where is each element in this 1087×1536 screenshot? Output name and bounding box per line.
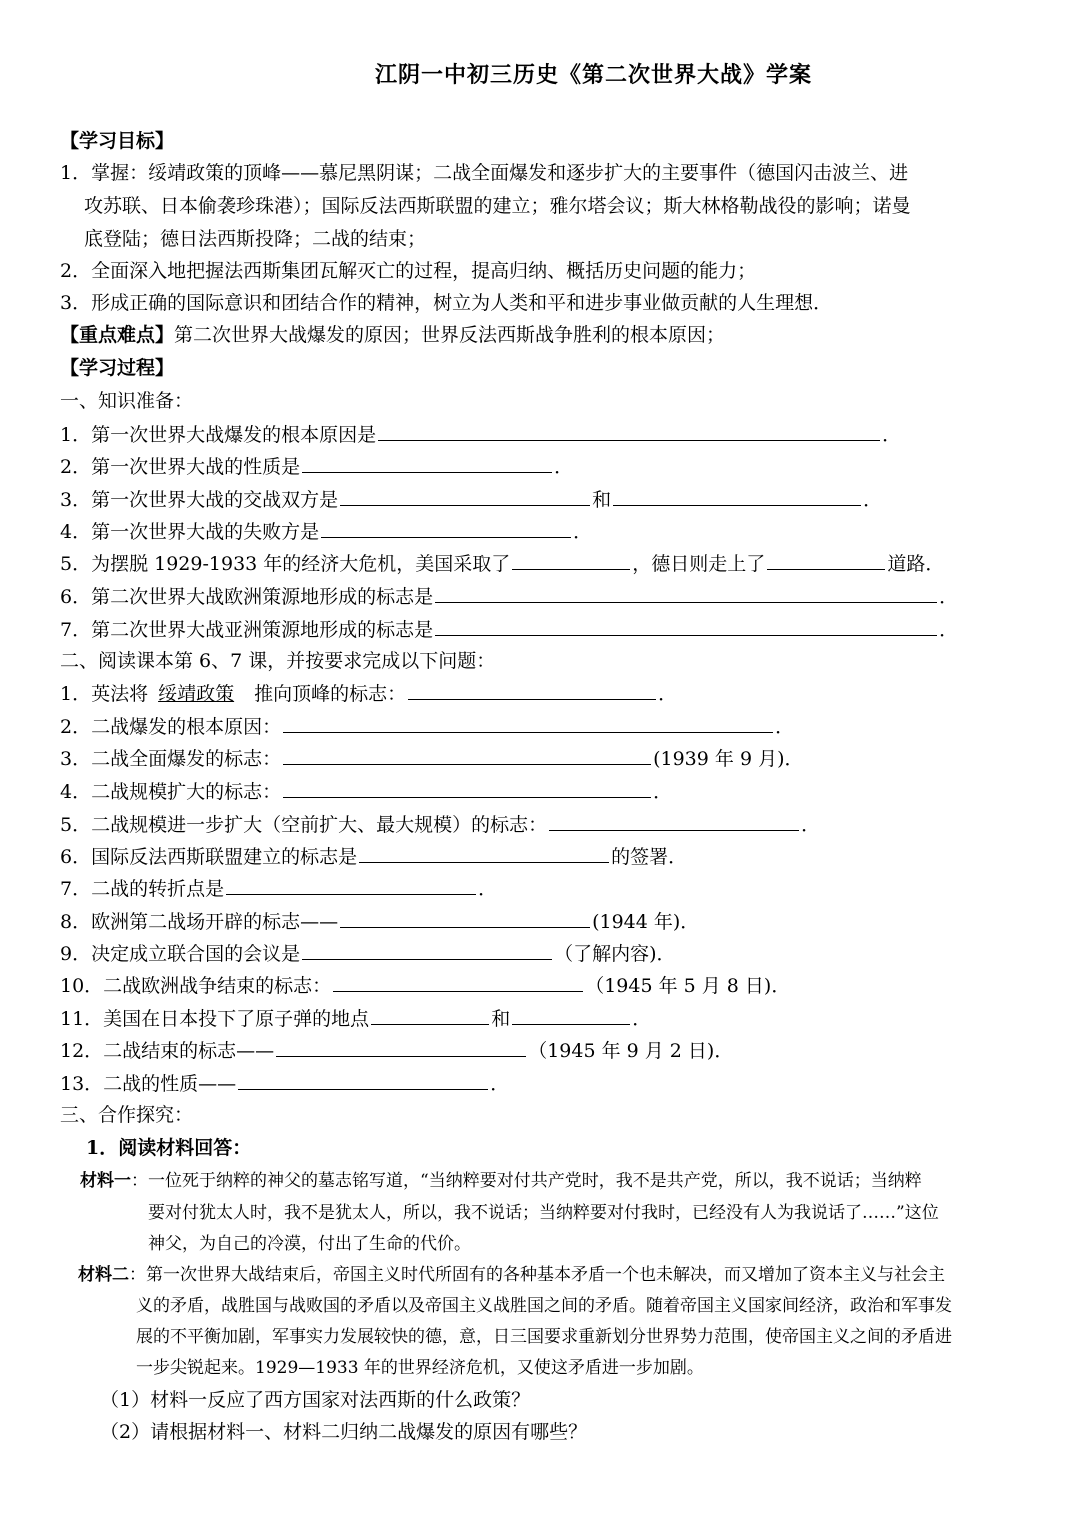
s2-q11-text: 11．美国在日本投下了原子弹的地点	[60, 1008, 370, 1030]
period: ．	[478, 878, 498, 900]
period: ．	[658, 683, 678, 705]
s1-question-4	[60, 516, 592, 546]
period: ．	[939, 619, 959, 641]
answer-blank[interactable]	[302, 938, 552, 960]
answer-blank[interactable]	[435, 614, 937, 636]
material-2-line-d: 一步尖锐起来。1929—1933 年的世界经济危机，又使这矛盾进一步加剧。	[136, 1358, 704, 1378]
answer-blank[interactable]	[226, 873, 476, 895]
s2-question-3	[60, 743, 803, 773]
period: ．	[573, 521, 593, 543]
s1-q5-text-b: ，德日则走上了	[632, 553, 766, 575]
answer-blank[interactable]	[767, 548, 885, 570]
s1-q3-and: 和	[592, 489, 612, 511]
s2-question-10	[60, 970, 790, 1000]
question-a: （1）材料一反应了西方国家对法西斯的什么政策？	[100, 1389, 531, 1411]
s1-q1-text: 1．第一次世界大战爆发的根本原因是	[60, 424, 377, 446]
material-2-label: 材料二	[78, 1265, 129, 1285]
section1-heading: 一、知识准备：	[60, 390, 194, 412]
period: ．	[801, 814, 821, 836]
s2-question-2	[60, 711, 794, 741]
s1-question-3	[60, 484, 882, 514]
s2-q6-tail: 的签署．	[611, 846, 688, 868]
answer-blank[interactable]	[378, 419, 880, 441]
answer-blank[interactable]	[283, 743, 651, 765]
goal-1-line-b: 攻苏联、日本偷袭珍珠港）；国际反法西斯联盟的建立；雅尔塔会议；斯大林格勒战役的影响；诺曼	[84, 195, 911, 217]
material-2-line-b: 义的矛盾，战胜国与战败国的矛盾以及帝国主义战胜国之间的矛盾。随着帝国主义国家间经济，政治和军事发	[136, 1296, 952, 1316]
section2-heading: 二、阅读课本第 6、7 课，并按要求完成以下问题：	[60, 650, 496, 672]
s1-q5-text-a: 5．为摆脱 1929-1933 年的经济大危机，美国采取了	[60, 553, 511, 575]
s2-question-13	[60, 1068, 509, 1098]
period: ．	[882, 424, 902, 446]
s1-q3-text: 3．第一次世界大战的交战双方是	[60, 489, 339, 511]
s2-q12-text: 12．二战结束的标志——	[60, 1040, 275, 1062]
s2-q3-text: 3．二战全面爆发的标志：	[60, 748, 282, 770]
s1-question-2	[60, 451, 573, 481]
answer-blank[interactable]	[238, 1068, 488, 1090]
section3-heading: 三、合作探究：	[60, 1104, 194, 1126]
s2-question-1	[60, 678, 677, 708]
s2-q8-tail: (1944 年)．	[592, 911, 700, 933]
s2-q3-tail: (1939 年 9 月)．	[653, 748, 804, 770]
period: ．	[554, 456, 574, 478]
s2-q1-underlined: 绥靖政策	[158, 683, 235, 705]
material-1-line-a	[80, 1166, 922, 1197]
answer-blank[interactable]	[283, 776, 651, 798]
s1-q2-text: 2．第一次世界大战的性质是	[60, 456, 301, 478]
section3-subheading: 1．阅读材料回答：	[86, 1137, 252, 1159]
s2-q13-text: 13．二战的性质——	[60, 1073, 237, 1095]
s1-question-1	[60, 419, 901, 449]
s2-q2-text: 2．二战爆发的根本原因：	[60, 716, 282, 738]
material-1-line-c: 神父，为自己的冷漠，付出了生命的代价。	[148, 1234, 471, 1254]
s2-q10-text: 10．二战欧洲战争结束的标志：	[60, 975, 332, 997]
s2-q12-tail: （1945 年 9 月 2 日)．	[528, 1040, 734, 1062]
s2-question-11	[60, 1003, 651, 1033]
s2-question-4	[60, 776, 672, 806]
question-b: （2）请根据材料一、材料二归纳二战爆发的原因有哪些？	[100, 1421, 588, 1443]
s2-q6-text: 6．国际反法西斯联盟建立的标志是	[60, 846, 358, 868]
key-points	[60, 320, 725, 350]
s1-q7-text: 7．第二次世界大战亚洲策源地形成的标志是	[60, 619, 434, 641]
answer-blank[interactable]	[549, 809, 799, 831]
answer-blank[interactable]	[302, 451, 552, 473]
material-1-line-b: 要对付犹太人时，我不是犹太人，所以，我不说话；当纳粹要对付我时，已经没有人为我说话了……”这位	[148, 1203, 939, 1223]
s1-question-5	[60, 548, 944, 578]
s1-q4-text: 4．第一次世界大战的失败方是	[60, 521, 320, 543]
s2-question-9	[60, 938, 676, 968]
material-1-label: 材料一	[80, 1171, 131, 1191]
answer-blank[interactable]	[276, 1035, 526, 1057]
material-2-line-a	[78, 1260, 945, 1291]
s2-q9-tail: （了解内容)．	[554, 943, 676, 965]
answer-blank[interactable]	[371, 1003, 489, 1025]
s2-question-5	[60, 809, 820, 839]
s2-q1-text-b: 推向顶峰的标志：	[254, 683, 407, 705]
period: ．	[653, 781, 673, 803]
material-2-text-a: ：第一次世界大战结束后，帝国主义时代所固有的各种基本矛盾一个也未解决，而又增加了资本主义与社会主	[129, 1265, 945, 1285]
answer-blank[interactable]	[512, 548, 630, 570]
period: ．	[863, 489, 883, 511]
s2-q8-text: 8．欧洲第二战场开辟的标志——	[60, 911, 339, 933]
s1-question-6	[60, 581, 958, 611]
s2-q11-and: 和	[491, 1008, 511, 1030]
s2-question-8	[60, 906, 699, 936]
s2-q9-text: 9．决定成立联合国的会议是	[60, 943, 301, 965]
s1-q5-text-c: 道路．	[887, 553, 945, 575]
material-1-text-a: ：一位死于纳粹的神父的墓志铭写道，“当纳粹要对付共产党时，我不是共产党，所以，我不说话；当纳粹	[131, 1171, 922, 1191]
process-heading: 【学习过程】	[60, 357, 175, 379]
key-heading: 【重点难点】	[60, 324, 175, 346]
page-title: 江阴一中初三历史《第二次世界大战》学案	[374, 62, 812, 88]
goals-heading: 【学习目标】	[60, 130, 175, 152]
goal-2: 2．全面深入地把握法西斯集团瓦解灭亡的过程，提高归纳、概括历史问题的能力；	[60, 260, 757, 282]
key-text: 第二次世界大战爆发的原因；世界反法西斯战争胜利的根本原因；	[174, 324, 726, 346]
answer-blank[interactable]	[321, 516, 571, 538]
period: ．	[632, 1008, 652, 1030]
goal-1-line-c: 底登陆；德日法西斯投降；二战的结束；	[84, 228, 427, 250]
s1-question-7	[60, 614, 958, 644]
period: ．	[490, 1073, 510, 1095]
answer-blank[interactable]	[340, 906, 590, 928]
goal-1-line-a: 1．掌握：绥靖政策的顶峰——慕尼黑阴谋；二战全面爆发和逐步扩大的主要事件（德国闪击波兰、进	[60, 162, 909, 184]
answer-blank[interactable]	[333, 970, 583, 992]
s2-q10-tail: （1945 年 5 月 8 日)．	[585, 975, 791, 997]
answer-blank[interactable]	[435, 581, 937, 603]
s2-q4-text: 4．二战规模扩大的标志：	[60, 781, 282, 803]
s2-question-12	[60, 1035, 733, 1065]
answer-blank[interactable]	[359, 841, 609, 863]
s2-question-6	[60, 841, 687, 871]
answer-blank[interactable]	[340, 484, 590, 506]
s2-question-7	[60, 873, 497, 903]
s1-q6-text: 6．第二次世界大战欧洲策源地形成的标志是	[60, 586, 434, 608]
s2-q5-text: 5．二战规模进一步扩大（空前扩大、最大规模）的标志：	[60, 814, 548, 836]
answer-blank[interactable]	[408, 678, 656, 700]
s2-q1-text-a: 1．英法将	[60, 683, 149, 705]
goal-3: 3．形成正确的国际意识和团结合作的精神，树立为人类和平和进步事业做贡献的人生理想．	[60, 292, 833, 314]
answer-blank[interactable]	[512, 1003, 630, 1025]
period: ．	[775, 716, 795, 738]
material-2-line-c: 展的不平衡加剧，军事实力发展较快的德，意，日三国要求重新划分世界势力范围，使帝国主义之间的矛盾进	[136, 1327, 952, 1347]
answer-blank[interactable]	[283, 711, 773, 733]
answer-blank[interactable]	[613, 484, 861, 506]
s2-q7-text: 7．二战的转折点是	[60, 878, 225, 900]
period: ．	[939, 586, 959, 608]
